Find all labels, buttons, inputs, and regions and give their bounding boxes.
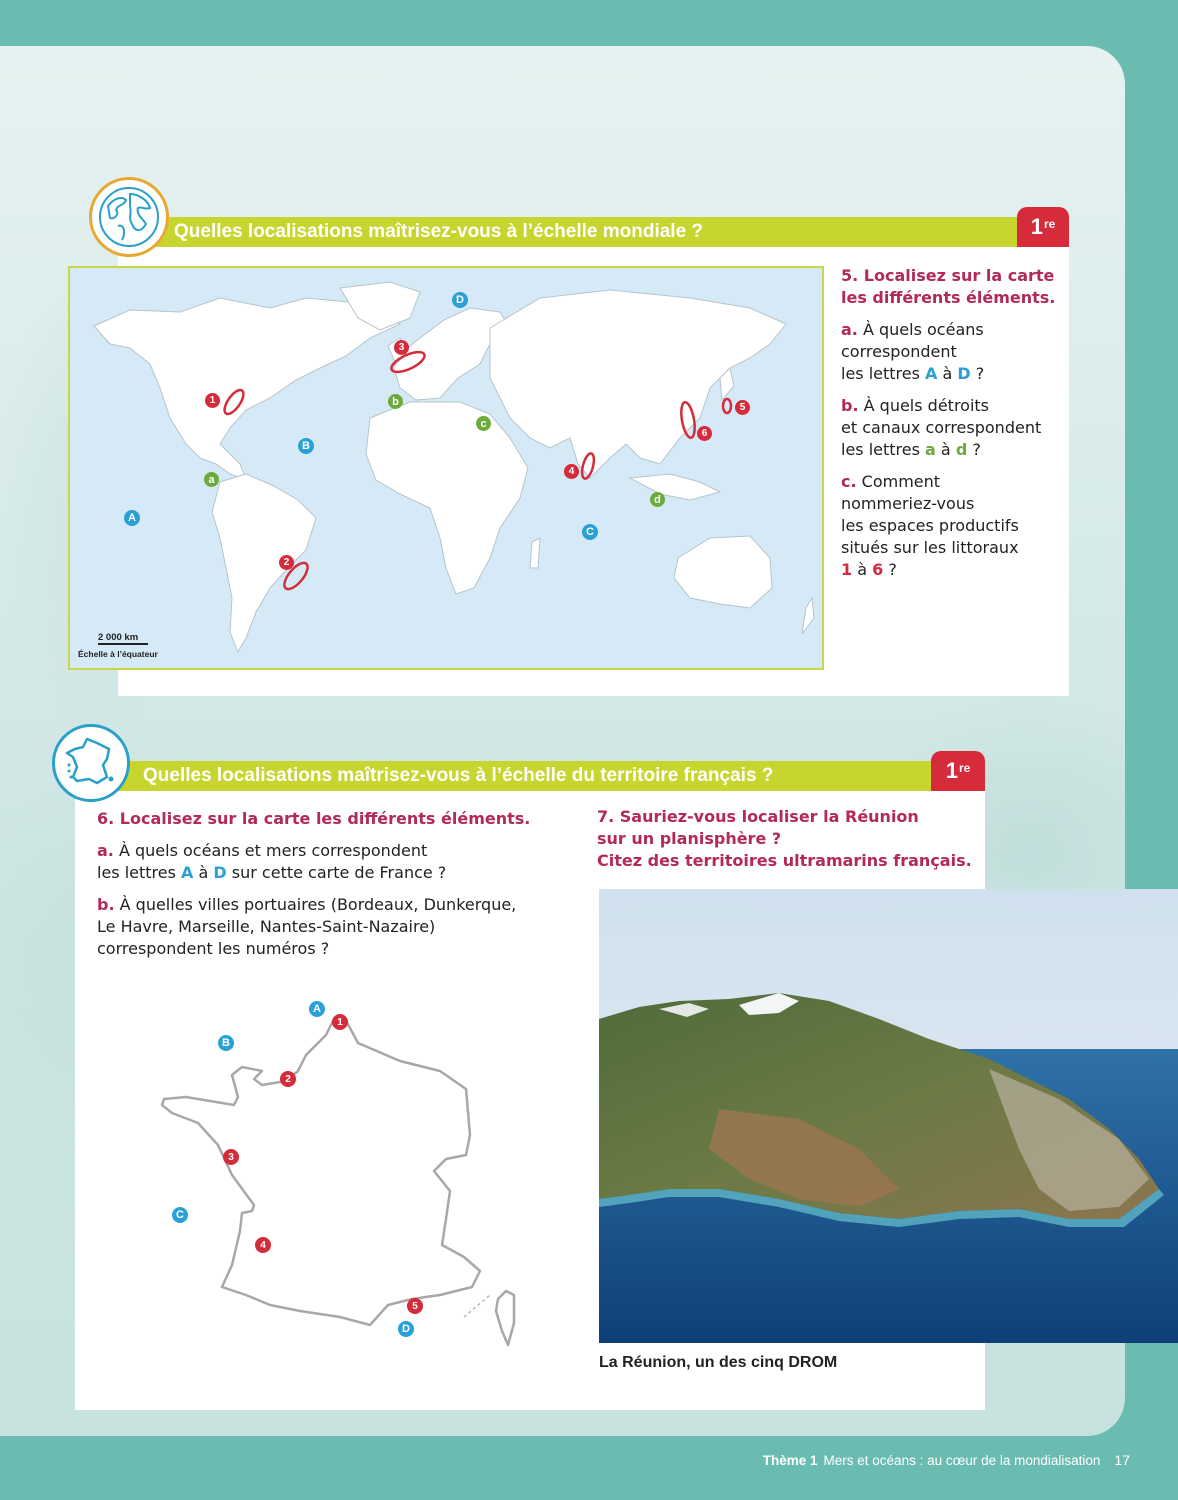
level-badge-suffix: re [958, 761, 971, 775]
southeast-asia-islands [630, 474, 720, 500]
reunion-aerial-photo [599, 889, 1178, 1343]
strait-marker-d: d [650, 492, 665, 507]
france-ocean-marker-b: B [218, 1035, 234, 1051]
coast-marker-3: 3 [394, 340, 409, 355]
port-marker-2: 2 [280, 1071, 296, 1087]
asia-landmass [490, 290, 786, 478]
ocean-marker-d: D [452, 292, 468, 308]
madagascar [530, 538, 540, 568]
q5a [841, 319, 1066, 385]
q6a-end: sur cette carte de France ? [226, 863, 447, 882]
q5b-prefix: b. [841, 396, 859, 415]
q5a-end: ? [970, 364, 985, 383]
coast-marker-2: 2 [279, 555, 294, 570]
question-6 [97, 808, 577, 960]
coast-marker-6: 6 [697, 426, 712, 441]
scale-value: 2 000 km [98, 632, 139, 643]
q5a-from: A [925, 364, 938, 383]
level-badge [1017, 207, 1069, 247]
q7-line3: Citez des territoires ultramarins français. [597, 851, 972, 870]
africa-landmass [366, 402, 528, 594]
q6b-line3: correspondent les numéros ? [97, 939, 330, 958]
north-america-landmass [94, 298, 400, 480]
page-footer [763, 1452, 1130, 1468]
q7-line2: sur un planisphère ? [597, 829, 782, 848]
port-marker-1: 1 [332, 1014, 348, 1030]
q5a-mid: à [937, 364, 958, 383]
strait-marker-b: b [388, 394, 403, 409]
q5c [841, 471, 1066, 581]
q6b-line2: Le Havre, Marseille, Nantes-Saint-Nazaire) [97, 917, 436, 936]
q6a-line2: les lettres [97, 863, 182, 882]
question-7 [597, 806, 977, 872]
q5a-prefix: a. [841, 320, 858, 339]
q6b-prefix: b. [97, 895, 115, 914]
coast-zone-5-outline [723, 399, 731, 413]
q5c-line2: nommeriez-vous [841, 494, 975, 513]
q5b-from: a [925, 440, 936, 459]
q5b-line1: À quels détroits [863, 396, 990, 415]
scale-label: Échelle à l’équateur [78, 649, 158, 659]
level-badge-suffix: re [1043, 217, 1056, 231]
france-ocean-marker-d: D [398, 1321, 414, 1337]
france-section-title: Quelles localisations maîtrisez-vous à l’échelle du territoire français ? [143, 765, 774, 786]
level-badge-number: 1 [945, 758, 958, 783]
photo-caption: La Réunion, un des cinq DROM [599, 1354, 838, 1371]
q5c-mid: à [852, 560, 873, 579]
coast-marker-5: 5 [735, 400, 750, 415]
q7-line1: 7. Sauriez-vous localiser la Réunion [597, 807, 919, 826]
q6b [97, 894, 577, 960]
q5c-line3: les espaces productifs [841, 516, 1019, 535]
question-5 [841, 265, 1066, 581]
q5b-line2: et canaux correspondent [841, 418, 1042, 437]
ocean-marker-b: B [298, 438, 314, 454]
q5a-to: D [957, 364, 971, 383]
france-icon [52, 724, 130, 802]
q5b [841, 395, 1066, 461]
france-map [150, 995, 530, 1365]
france-ocean-marker-c: C [172, 1207, 188, 1223]
q5b-end: ? [967, 440, 981, 459]
port-marker-4: 4 [255, 1237, 271, 1253]
q5b-to: d [955, 440, 968, 459]
q5c-end: ? [883, 560, 897, 579]
q5a-line1: À quels océans [862, 320, 984, 339]
maritime-boundary [464, 1295, 490, 1317]
australia-landmass [674, 536, 772, 608]
q5c-line1: Comment [861, 472, 941, 491]
world-map [68, 266, 824, 670]
level-badge-number: 1 [1030, 214, 1043, 239]
page-number: 17 [1114, 1452, 1130, 1468]
ocean-marker-a: A [124, 510, 140, 526]
port-marker-3: 3 [223, 1149, 239, 1165]
france-outline [162, 1017, 480, 1325]
port-marker-5: 5 [407, 1298, 423, 1314]
world-section-title: Quelles localisations maîtrisez-vous à l’échelle mondiale ? [174, 221, 704, 242]
q6a-line1: À quels océans et mers correspondent [118, 841, 428, 860]
q5b-line3: les lettres [841, 440, 926, 459]
corsica-outline [496, 1291, 514, 1345]
world-section-header [118, 217, 1018, 247]
q5c-from: 1 [841, 560, 853, 579]
q5-title-line2: les différents éléments. [841, 288, 1056, 307]
new-zealand [802, 598, 814, 634]
strait-marker-a: a [204, 472, 219, 487]
q6a-to: D [213, 863, 227, 882]
q5a-line3: les lettres [841, 364, 926, 383]
q6a-from: A [181, 863, 194, 882]
coast-marker-4: 4 [564, 464, 579, 479]
level-badge [931, 751, 985, 791]
q5b-mid: à [935, 440, 956, 459]
q5-title-line1: 5. Localisez sur la carte [841, 266, 1055, 285]
q6-title: 6. Localisez sur la carte les différents éléments. [97, 809, 531, 828]
q6a-mid: à [193, 863, 214, 882]
globe-icon [89, 177, 169, 257]
q6b-line1: À quelles villes portuaires (Bordeaux, Dunkerque, [119, 895, 517, 914]
q6a-prefix: a. [97, 841, 114, 860]
footer-subtitle: Mers et océans : au cœur de la mondialisation [823, 1453, 1101, 1468]
q5c-line4: situés sur les littoraux [841, 538, 1019, 557]
ocean-marker-c: C [582, 524, 598, 540]
q5c-to: 6 [872, 560, 884, 579]
france-ocean-marker-a: A [309, 1001, 325, 1017]
france-section-header [75, 761, 933, 791]
coast-marker-1: 1 [205, 393, 220, 408]
q5a-line2: correspondent [841, 342, 957, 361]
q6a [97, 840, 577, 884]
strait-marker-c: c [476, 416, 491, 431]
footer-theme: Thème 1 [762, 1453, 818, 1468]
q5c-prefix: c. [841, 472, 857, 491]
